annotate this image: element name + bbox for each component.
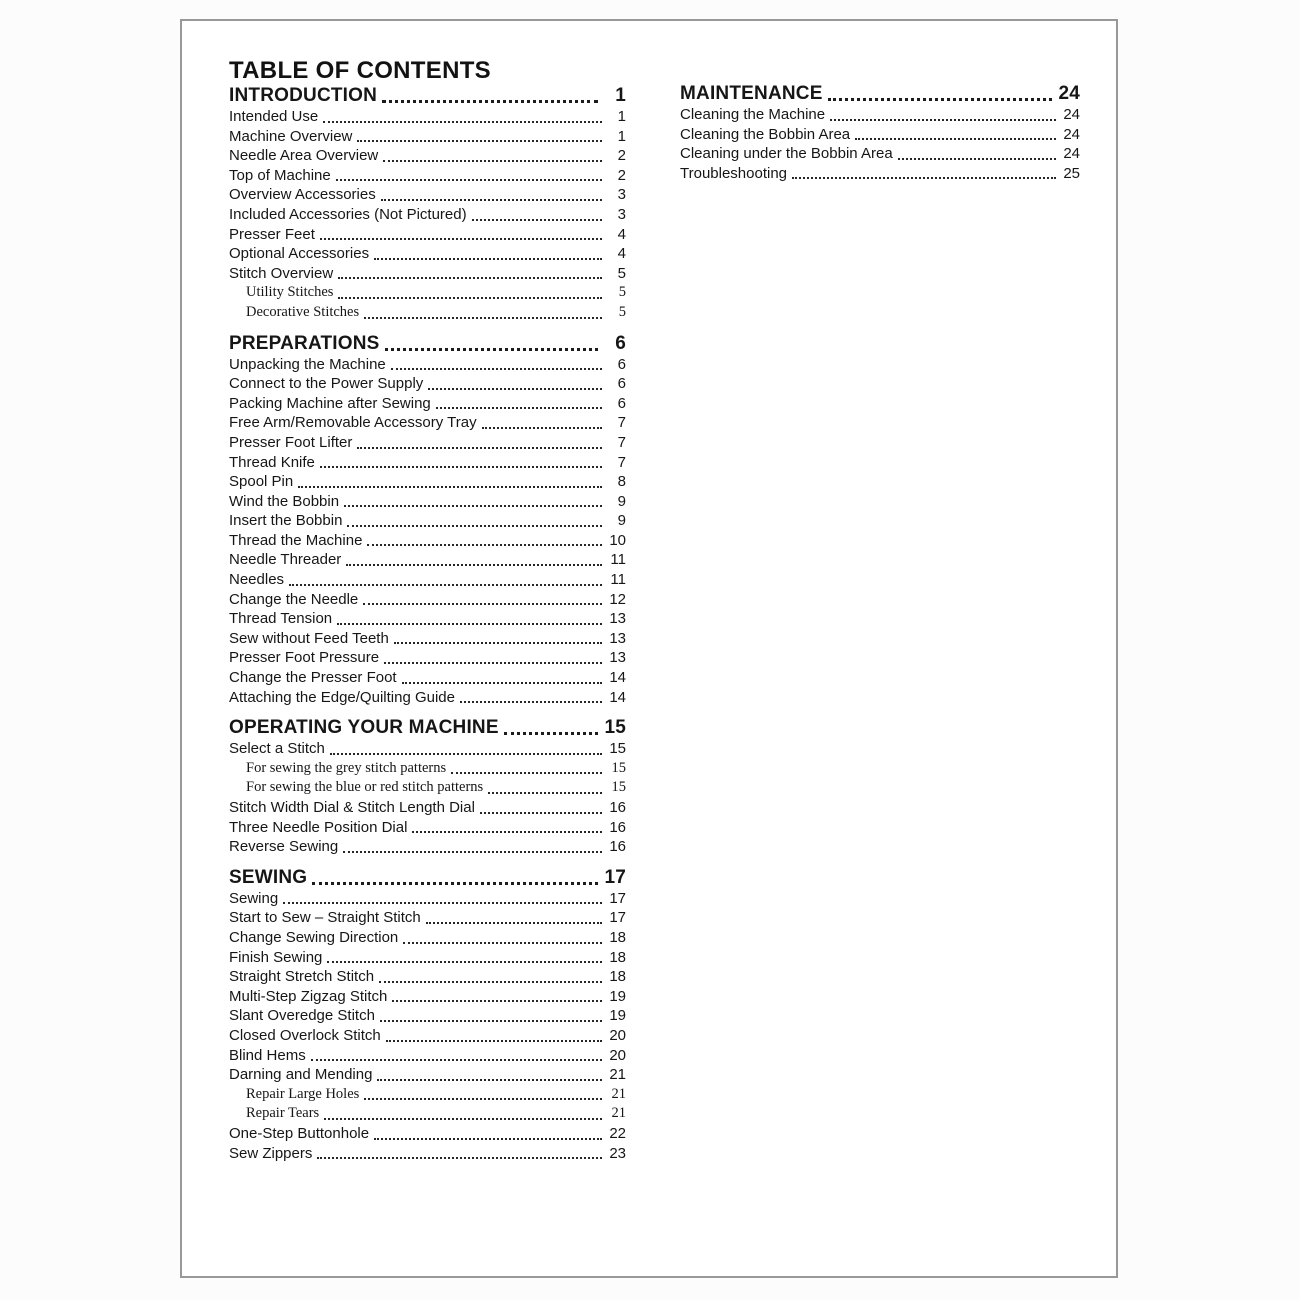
page-title: TABLE OF CONTENTS [229, 57, 491, 84]
toc-entry-label: Sew Zippers [229, 1144, 313, 1162]
dot-leader [898, 158, 1056, 160]
toc-entry-page-number: 2 [617, 166, 626, 184]
toc-column-right [680, 83, 1080, 183]
dot-leader [364, 317, 602, 319]
section-heading-label: INTRODUCTION [229, 85, 378, 106]
toc-entry-row [229, 1065, 626, 1085]
dot-leader [451, 772, 602, 774]
toc-entry-label: Intended Use [229, 108, 319, 125]
toc-entry-row [229, 374, 626, 394]
dot-leader [374, 1138, 602, 1140]
toc-entry-page-number: 18 [609, 928, 626, 946]
toc-entry-page-number: 14 [609, 669, 626, 687]
section-heading-label: OPERATING YOUR MACHINE [229, 717, 499, 739]
toc-entry-row [229, 570, 626, 590]
toc-entry-row [229, 908, 626, 928]
dot-leader [289, 584, 602, 586]
dot-leader [317, 1157, 602, 1159]
toc-section [680, 83, 1080, 183]
toc-entry-row [229, 1046, 626, 1066]
dot-leader [412, 831, 602, 833]
toc-entry-row [680, 164, 1080, 184]
toc-entry-row [229, 205, 626, 225]
toc-entry-label: For sewing the grey stitch patterns [246, 759, 447, 776]
toc-entry-label: Free Arm/Removable Accessory Tray [229, 414, 477, 432]
dot-leader [386, 1040, 602, 1042]
dot-leader [324, 1118, 602, 1120]
dot-leader [311, 1059, 602, 1061]
toc-section [229, 717, 626, 857]
toc-section-heading-row [680, 83, 1080, 105]
dot-leader [384, 662, 602, 664]
dot-leader [460, 701, 602, 703]
toc-entry-label: Repair Large Holes [246, 1085, 360, 1102]
toc-entry-label: Wind the Bobbin [229, 492, 340, 510]
toc-entry-page-number: 24 [1063, 145, 1080, 163]
dot-leader [298, 486, 602, 488]
toc-entry-page-number: 21 [609, 1066, 626, 1084]
toc-entry-page-number: 24 [1063, 125, 1080, 143]
toc-entry-label: Overview Accessories [229, 186, 376, 204]
toc-section-heading-row [229, 333, 626, 355]
dot-leader [383, 160, 602, 162]
toc-entry-page-number: 22 [609, 1124, 626, 1142]
toc-entry-row [229, 1085, 626, 1105]
toc-entry-page-number: 14 [609, 688, 626, 706]
toc-entry-label: Spool Pin [229, 473, 294, 491]
toc-entry-page-number: 25 [1063, 164, 1080, 182]
toc-entry-label: Presser Foot Pressure [229, 649, 380, 667]
toc-entry-label: Thread the Machine [229, 531, 363, 549]
toc-entry-row [229, 1144, 626, 1164]
toc-entry-label: Decorative Stitches [246, 303, 360, 320]
dot-leader [480, 812, 602, 814]
toc-entry-label: Finish Sewing [229, 948, 323, 966]
toc-entry-row [229, 264, 626, 284]
toc-entry-row [229, 648, 626, 668]
toc-section [229, 333, 626, 708]
dot-leader [380, 1020, 602, 1022]
dot-leader [855, 138, 1056, 140]
dot-leader [385, 348, 598, 351]
toc-entry-label: Start to Sew – Straight Stitch [229, 909, 421, 927]
toc-entry-label: Three Needle Position Dial [229, 818, 408, 836]
toc-entry-label: Needle Area Overview [229, 147, 379, 165]
dot-leader [320, 238, 602, 240]
toc-entry-page-number: 19 [609, 987, 626, 1005]
toc-entry-page-number: 5 [618, 284, 626, 301]
toc-entry-label: Sewing [229, 889, 279, 907]
toc-entry-page-number: 9 [617, 492, 626, 510]
toc-entry-row [229, 355, 626, 375]
dot-leader [428, 388, 602, 390]
toc-entry-row [229, 759, 626, 779]
dot-leader [381, 199, 602, 201]
toc-entry-label: Select a Stitch [229, 740, 325, 758]
dot-leader [330, 753, 602, 755]
dot-leader [367, 544, 602, 546]
dot-leader [504, 732, 598, 735]
toc-entry-row [680, 105, 1080, 125]
section-heading-label: PREPARATIONS [229, 332, 380, 354]
toc-entry-page-number: 13 [609, 629, 626, 647]
toc-entry-page-number: 15 [609, 740, 626, 758]
toc-entry-label: Top of Machine [229, 166, 331, 184]
toc-entry-row [229, 967, 626, 987]
toc-entry-label: Straight Stretch Stitch [229, 968, 375, 986]
toc-entry-row [229, 166, 626, 186]
toc-entry-label: Stitch Overview [229, 264, 334, 282]
toc-entry-label: Connect to the Power Supply [229, 375, 424, 393]
toc-entry-label: Change Sewing Direction [229, 928, 399, 946]
toc-entry-page-number: 18 [609, 948, 626, 966]
toc-entry-page-number: 3 [617, 186, 626, 204]
dot-leader [327, 961, 602, 963]
toc-entry-page-number: 11 [610, 551, 626, 569]
toc-section [229, 867, 626, 1163]
toc-entry-label: Thread Tension [229, 610, 333, 628]
toc-section-heading-row [229, 717, 626, 739]
toc-entry-page-number: 4 [617, 245, 626, 263]
toc-entry-page-number: 11 [610, 571, 626, 589]
toc-entry-label: Sew without Feed Teeth [229, 629, 389, 647]
dot-leader [323, 121, 602, 123]
toc-entry-page-number: 3 [617, 205, 626, 223]
toc-entry-page-number: 1 [617, 108, 626, 125]
toc-entry-page-number: 24 [1063, 106, 1080, 123]
toc-entry-row [229, 837, 626, 857]
toc-entry-page-number: 21 [611, 1105, 626, 1122]
toc-entry-page-number: 10 [609, 531, 626, 549]
dot-leader [374, 258, 602, 260]
dot-leader [343, 851, 602, 853]
toc-entry-row [229, 472, 626, 492]
toc-entry-page-number: 5 [618, 303, 626, 320]
toc-entry-row [229, 127, 626, 147]
dot-leader [488, 792, 602, 794]
toc-entry-row [229, 283, 626, 303]
toc-entry-row [229, 798, 626, 818]
toc-entry-page-number: 18 [609, 968, 626, 986]
toc-entry-page-number: 13 [609, 649, 626, 667]
toc-entry-page-number: 15 [611, 779, 626, 796]
toc-entry-label: Packing Machine after Sewing [229, 394, 431, 412]
toc-entry-label: Blind Hems [229, 1046, 306, 1064]
toc-entry-label: Troubleshooting [680, 164, 788, 182]
dot-leader [320, 466, 602, 468]
toc-entry-row [229, 889, 626, 909]
toc-entry-label: Presser Foot Lifter [229, 433, 353, 451]
dot-leader [792, 177, 1056, 179]
toc-entry-page-number: 13 [609, 610, 626, 628]
dot-leader [312, 882, 598, 885]
toc-entry-page-number: 9 [617, 512, 626, 530]
dot-leader [357, 140, 602, 142]
toc-entry-row [229, 303, 626, 323]
toc-entry-row [680, 125, 1080, 145]
toc-entry-label: Needles [229, 571, 285, 589]
section-page-number: 15 [604, 717, 626, 739]
toc-entry-row [229, 511, 626, 531]
toc-entry-page-number: 6 [617, 355, 626, 373]
toc-entry-row [229, 453, 626, 473]
toc-entry-page-number: 8 [617, 473, 626, 491]
toc-entry-label: Change the Needle [229, 590, 359, 608]
toc-entry-row [229, 987, 626, 1007]
toc-entry-label: For sewing the blue or red stitch patterns [246, 779, 484, 796]
toc-entry-label: Unpacking the Machine [229, 355, 386, 373]
dot-leader [283, 902, 602, 904]
toc-entry-label: Thread Knife [229, 453, 315, 471]
toc-entry-page-number: 16 [609, 818, 626, 836]
toc-entry-label: Insert the Bobbin [229, 512, 343, 530]
toc-entry-page-number: 5 [617, 264, 626, 282]
toc-entry-page-number: 21 [611, 1085, 626, 1102]
toc-entry-row [229, 1026, 626, 1046]
toc-entry-label: One-Step Buttonhole [229, 1124, 370, 1142]
toc-entry-label: Cleaning under the Bobbin Area [680, 145, 893, 163]
toc-entry-page-number: 20 [609, 1026, 626, 1044]
dot-leader [402, 682, 602, 684]
dot-leader [391, 368, 602, 370]
toc-entry-row [229, 107, 626, 127]
toc-section [229, 85, 626, 323]
toc-entry-page-number: 2 [617, 147, 626, 165]
toc-entry-page-number: 1 [617, 127, 626, 145]
dot-leader [830, 119, 1056, 121]
toc-entry-row [229, 225, 626, 245]
dot-leader [828, 98, 1052, 101]
toc-entry-row [229, 778, 626, 798]
toc-entry-page-number: 7 [617, 414, 626, 432]
toc-section-heading-row [229, 85, 626, 107]
section-heading-label: SEWING [229, 866, 308, 888]
dot-leader [364, 1098, 602, 1100]
dot-leader [426, 922, 602, 924]
toc-entry-row [229, 590, 626, 610]
toc-entry-row [229, 739, 626, 759]
toc-entry-row [229, 629, 626, 649]
toc-entry-row [229, 394, 626, 414]
toc-entry-label: Cleaning the Bobbin Area [680, 125, 851, 143]
toc-entry-row [680, 144, 1080, 164]
toc-entry-row [229, 948, 626, 968]
toc-entry-row [229, 609, 626, 629]
toc-entry-page-number: 16 [609, 838, 626, 856]
toc-entry-row [229, 1124, 626, 1144]
dot-leader [357, 447, 602, 449]
dot-leader [394, 642, 602, 644]
toc-entry-label: Multi-Step Zigzag Stitch [229, 987, 388, 1005]
toc-entry-row [229, 668, 626, 688]
toc-column-left [229, 59, 626, 1163]
toc-entry-label: Change the Presser Foot [229, 669, 397, 687]
toc-entry-row [229, 492, 626, 512]
toc-entry-label: Reverse Sewing [229, 838, 339, 856]
document-page [180, 19, 1118, 1278]
dot-leader [377, 1079, 602, 1081]
toc-entry-label: Repair Tears [246, 1105, 320, 1122]
toc-entry-page-number: 7 [617, 433, 626, 451]
toc-entry-label: Presser Feet [229, 225, 315, 243]
toc-entry-label: Optional Accessories [229, 245, 370, 263]
section-page-number: 17 [604, 866, 626, 888]
section-heading-label: MAINTENANCE [680, 83, 823, 104]
toc-entry-row [229, 244, 626, 264]
toc-entry-page-number: 16 [609, 799, 626, 816]
toc-entry-row [229, 928, 626, 948]
toc-entry-label: Slant Overedge Stitch [229, 1007, 375, 1025]
toc-entry-page-number: 7 [617, 453, 626, 471]
dot-leader [346, 564, 602, 566]
toc-entry-page-number: 4 [617, 225, 626, 243]
dot-leader [382, 100, 598, 103]
toc-entry-row [229, 433, 626, 453]
toc-entry-label: Included Accessories (Not Pictured) [229, 205, 467, 223]
section-page-number: 1 [615, 85, 626, 106]
toc-entry-page-number: 23 [609, 1144, 626, 1162]
toc-entry-row [229, 146, 626, 166]
dot-leader [336, 179, 602, 181]
toc-entry-page-number: 6 [617, 394, 626, 412]
toc-entry-label: Stitch Width Dial & Stitch Length Dial [229, 799, 475, 816]
toc-entry-label: Attaching the Edge/Quilting Guide [229, 688, 455, 706]
dot-leader [392, 1000, 602, 1002]
toc-entry-label: Closed Overlock Stitch [229, 1026, 381, 1044]
toc-entry-page-number: 12 [609, 590, 626, 608]
toc-entry-page-number: 19 [609, 1007, 626, 1025]
toc-entry-row [229, 688, 626, 708]
toc-entry-label: Utility Stitches [246, 284, 334, 301]
dot-leader [436, 407, 602, 409]
dot-leader [482, 427, 602, 429]
toc-entry-row [229, 531, 626, 551]
dot-leader [347, 525, 602, 527]
toc-entry-label: Darning and Mending [229, 1066, 373, 1084]
toc-entry-row [229, 1104, 626, 1124]
toc-entry-page-number: 6 [617, 375, 626, 393]
toc-entry-page-number: 15 [611, 759, 626, 776]
dot-leader [363, 603, 602, 605]
toc-entry-row [229, 413, 626, 433]
toc-entry-row [229, 550, 626, 570]
toc-entry-row [229, 185, 626, 205]
toc-entry-row [229, 818, 626, 838]
dot-leader [403, 942, 602, 944]
toc-entry-label: Needle Threader [229, 551, 342, 569]
dot-leader [337, 623, 602, 625]
dot-leader [472, 219, 602, 221]
toc-entry-page-number: 20 [609, 1046, 626, 1064]
dot-leader [344, 505, 602, 507]
dot-leader [338, 277, 602, 279]
toc-entry-label: Cleaning the Machine [680, 106, 826, 123]
toc-section-heading-row [229, 867, 626, 889]
toc-entry-label: Machine Overview [229, 127, 353, 145]
toc-entry-page-number: 17 [609, 889, 626, 907]
dot-leader [379, 981, 602, 983]
dot-leader [338, 297, 602, 299]
toc-entry-page-number: 17 [609, 909, 626, 927]
toc-entry-row [229, 1006, 626, 1026]
section-page-number: 6 [615, 332, 626, 354]
section-page-number: 24 [1058, 83, 1080, 104]
